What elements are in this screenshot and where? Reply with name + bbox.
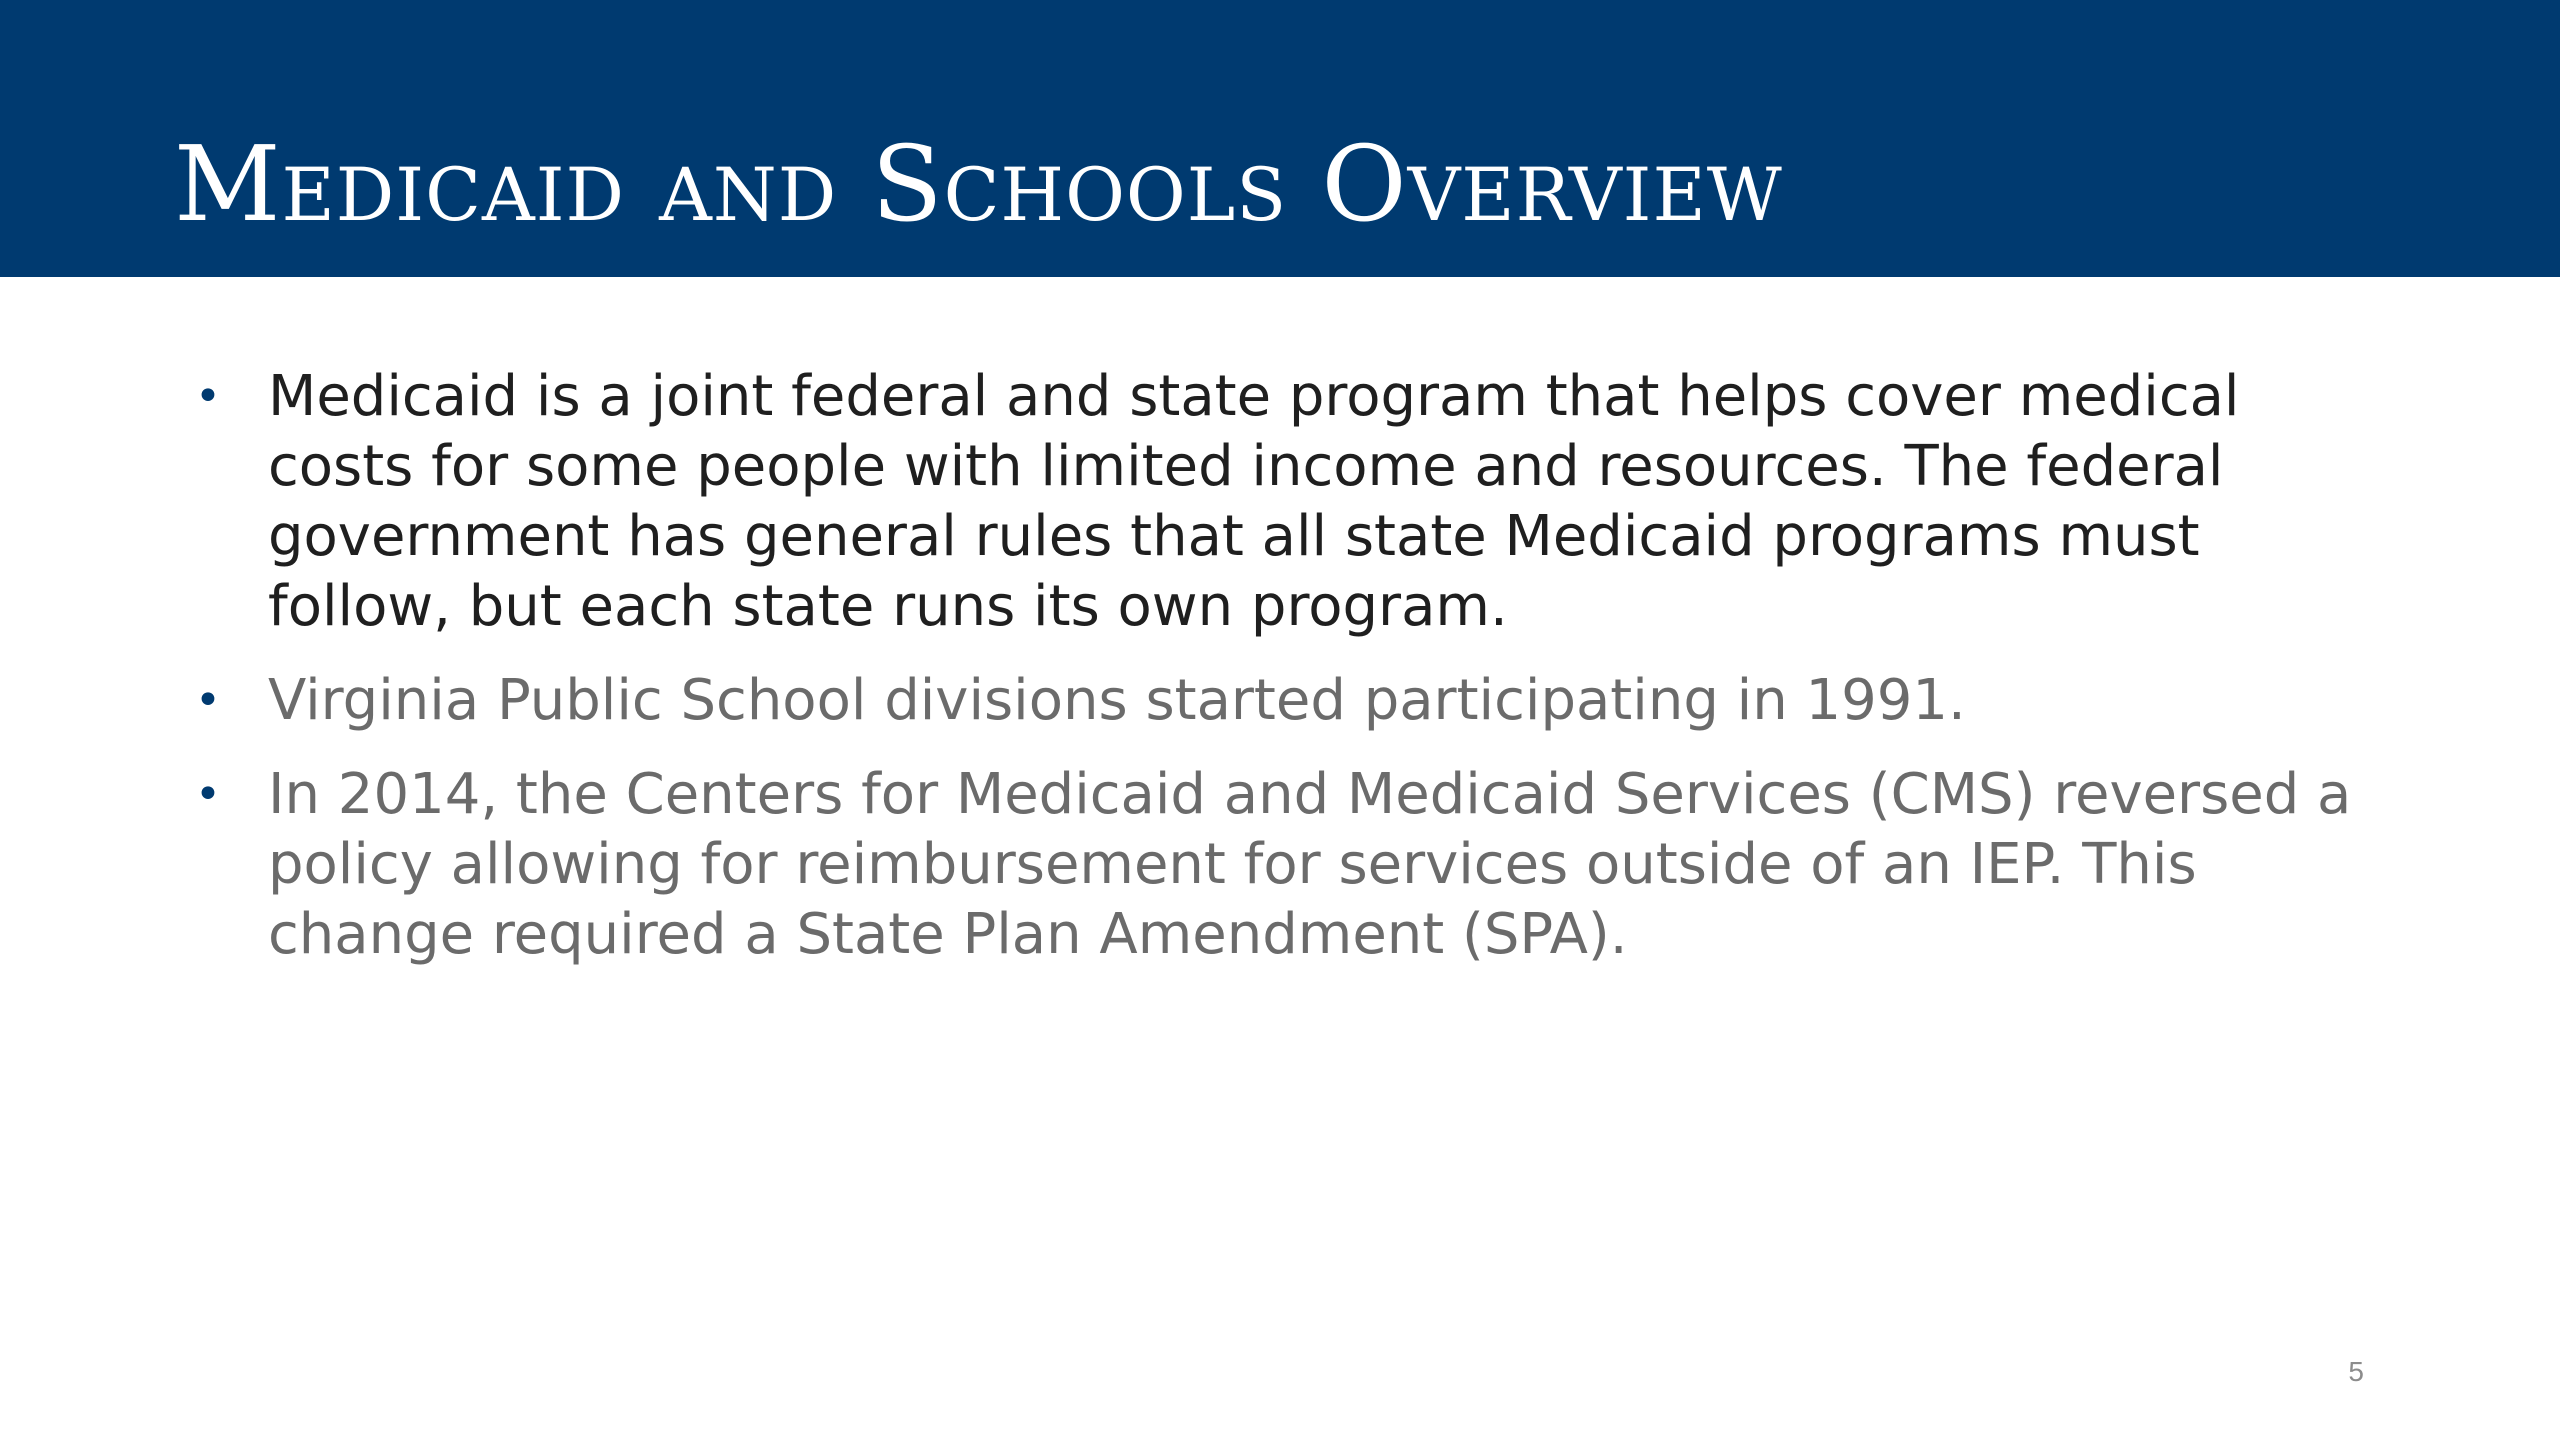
- bullet-text: Virginia Public School divisions started participating in 1991.: [268, 668, 1966, 733]
- title-bar: [0, 0, 2560, 277]
- bullet-item-medicaid-definition: [190, 362, 2370, 642]
- bullet-list: [190, 362, 2370, 994]
- bullet-text: In 2014, the Centers for Medicaid and Medicaid Services (CMS) reversed a policy allowing for reimbursement for services outside of an IEP. This change required a State Plan Amendment (SPA).: [268, 762, 2352, 967]
- bullet-icon: •: [195, 371, 221, 422]
- page-number: 5: [2348, 1356, 2364, 1387]
- bullet-icon: •: [195, 769, 221, 820]
- bullet-item-cms-policy-change: [190, 760, 2370, 970]
- bullet-item-virginia-participation: [190, 666, 2370, 736]
- bullet-text: Medicaid is a joint federal and state program that helps cover medical costs for some people with limited income and resources. The federal government has general rules that all state Medicaid programs must follow, but each state runs its own program.: [268, 364, 2240, 639]
- bullet-icon: •: [195, 675, 221, 726]
- slide-title: Medicaid and Schools Overview: [174, 123, 1783, 245]
